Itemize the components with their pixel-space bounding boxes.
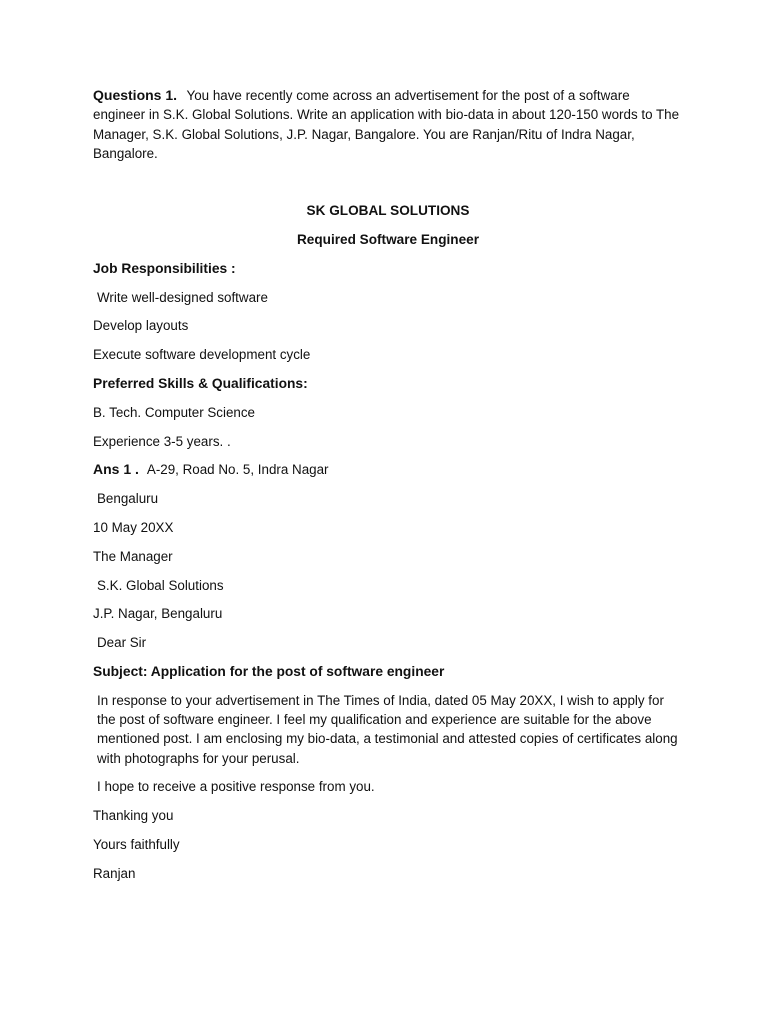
document-page	[93, 86, 683, 893]
closing-line: I hope to receive a positive response from you.	[97, 779, 375, 795]
skills-heading: Preferred Skills & Qualifications:	[93, 375, 308, 391]
salutation: Dear Sir	[97, 635, 147, 651]
answer-address-line	[93, 460, 683, 479]
question-paragraph	[93, 86, 683, 163]
recipient-title: The Manager	[93, 548, 173, 564]
letter-date: 10 May 20XX	[93, 519, 174, 535]
answer-label: Ans 1 .	[93, 461, 139, 478]
sign-off: Yours faithfully	[93, 837, 180, 853]
sender-address-line2: Bengaluru	[97, 491, 159, 507]
letter-subject: Subject: Application for the post of software engineer	[93, 663, 445, 679]
skill-item: Experience 3-5 years. .	[93, 433, 231, 449]
responsibility-item: Write well-designed software	[97, 289, 268, 305]
sender-name: Ranjan	[93, 865, 136, 881]
skill-item: B. Tech. Computer Science	[93, 404, 256, 420]
letter-body: In response to your advertisement in The Times of India, dated 05 May 20XX, I wish to apply for the post of software engineer. I feel my qualification and experience are suitable for the above mentioned post. I am enclosing my bio-data, a testimonial and attested copies of certificates along with photographs for your perusal.	[97, 692, 678, 766]
question-label: Questions 1.	[93, 87, 178, 103]
company-title: SK GLOBAL SOLUTIONS	[306, 203, 470, 219]
responsibility-item: Execute software development cycle	[93, 347, 311, 363]
responsibility-item: Develop layouts	[93, 318, 189, 334]
responsibilities-heading: Job Responsibilities :	[93, 260, 236, 276]
question-text: You have recently come across an advertisement for the post of a software engineer in S.K. Global Solutions. Write an application with bio-data in about 120-150 words to The Manager, S.K. Global Solutions, J.P. Nagar, Bangalore. You are Ranjan/Ritu of Indra Nagar, Bangalore.	[93, 88, 680, 161]
sender-address-line1: A-29, Road No. 5, Indra Nagar	[146, 462, 329, 478]
recipient-company: S.K. Global Solutions	[97, 577, 224, 593]
thanks-line: Thanking you	[93, 808, 174, 824]
recipient-address: J.P. Nagar, Bengaluru	[93, 606, 223, 622]
post-title: Required Software Engineer	[296, 231, 480, 247]
